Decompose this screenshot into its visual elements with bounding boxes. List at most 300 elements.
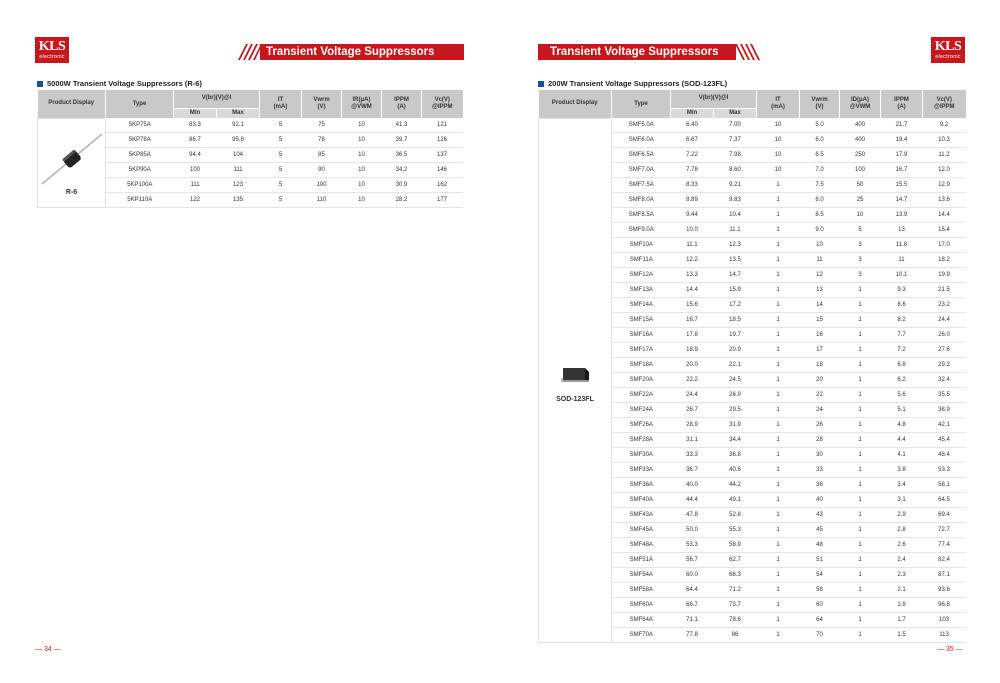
table-cell: 1: [757, 493, 800, 508]
table-row: [539, 118, 966, 133]
table-cell: 26.9: [714, 388, 757, 403]
table-cell: 1: [840, 448, 881, 463]
table-cell: 4.8: [881, 418, 923, 433]
table-row: [38, 118, 463, 133]
cell-type: SMF51A: [612, 553, 671, 568]
table-cell: 11.8: [881, 238, 923, 253]
sod123fl-package-icon: [555, 358, 595, 388]
table-cell: 33: [800, 463, 840, 478]
table-cell: 1: [757, 553, 800, 568]
table-cell: 8.89: [671, 193, 714, 208]
table-cell: 1: [757, 193, 800, 208]
table-cell: 1: [757, 628, 800, 643]
table-cell: 250: [840, 148, 881, 163]
cell-type: SMF7.5A: [612, 178, 671, 193]
table-cell: 24.4: [671, 388, 714, 403]
table-cell: 44.2: [714, 478, 757, 493]
cell-type: SMF16A: [612, 328, 671, 343]
table-cell: 16.7: [881, 163, 923, 178]
header-max: Max: [217, 108, 260, 118]
table-cell: 1: [757, 418, 800, 433]
table-cell: 104: [217, 148, 260, 163]
table-cell: 24.4: [923, 313, 966, 328]
table-cell: 1: [840, 283, 881, 298]
table-cell: 177: [422, 193, 463, 208]
table-cell: 22.1: [714, 358, 757, 373]
table-cell: 19.4: [881, 133, 923, 148]
table-cell: 2.9: [881, 508, 923, 523]
table-cell: 17.2: [714, 298, 757, 313]
table-cell: 21.7: [881, 118, 923, 133]
table-cell: 5: [260, 193, 302, 208]
table-cell: 9.0: [800, 223, 840, 238]
table-cell: 15.6: [671, 298, 714, 313]
table-cell: 7.78: [671, 163, 714, 178]
table-cell: 60.0: [671, 568, 714, 583]
cell-type: 5KP78A: [106, 133, 174, 148]
table-cell: 93.6: [923, 583, 966, 598]
table-cell: 17.9: [881, 148, 923, 163]
header-max: Max: [714, 108, 757, 118]
table-cell: 7.2: [881, 343, 923, 358]
table-cell: 7.0: [800, 163, 840, 178]
cell-type: SMF20A: [612, 373, 671, 388]
table-cell: 111: [174, 178, 217, 193]
table-cell: 35.5: [923, 388, 966, 403]
table-cell: 8.0: [800, 193, 840, 208]
table-cell: 69.4: [923, 508, 966, 523]
table-cell: 1: [757, 298, 800, 313]
cell-type: SMF17A: [612, 343, 671, 358]
table-cell: 3.4: [881, 478, 923, 493]
table-cell: 1.7: [881, 613, 923, 628]
table-cell: 85: [302, 148, 342, 163]
table-cell: 9.44: [671, 208, 714, 223]
table-cell: 9.83: [714, 193, 757, 208]
table-cell: 6.2: [881, 373, 923, 388]
table-cell: 40.0: [671, 478, 714, 493]
table-cell: 1.8: [881, 598, 923, 613]
cell-type: SMF36A: [612, 478, 671, 493]
table-cell: 1: [840, 298, 881, 313]
table-cell: 94.4: [174, 148, 217, 163]
table-cell: 16: [800, 328, 840, 343]
table-cell: 12.3: [714, 238, 757, 253]
table-cell: 22: [800, 388, 840, 403]
table-cell: 123: [217, 178, 260, 193]
table-cell: 19.9: [923, 268, 966, 283]
table-cell: 15.9: [714, 283, 757, 298]
table-cell: 18.9: [671, 343, 714, 358]
table-cell: 47.8: [671, 508, 714, 523]
table-cell: 64.5: [923, 493, 966, 508]
table-cell: 52.8: [714, 508, 757, 523]
table-cell: 18: [800, 358, 840, 373]
table-cell: 1: [757, 508, 800, 523]
table-cell: 11: [881, 253, 923, 268]
table-cell: 8.60: [714, 163, 757, 178]
table-cell: 1: [840, 553, 881, 568]
table-cell: 22.2: [671, 373, 714, 388]
table-cell: 42.1: [923, 418, 966, 433]
table-cell: 5: [260, 118, 302, 133]
table-cell: 30: [800, 448, 840, 463]
table-cell: 30.9: [382, 178, 422, 193]
table-cell: 1: [757, 613, 800, 628]
table-cell: 13.5: [714, 253, 757, 268]
cell-type: SMF60A: [612, 598, 671, 613]
table-cell: 13.3: [671, 268, 714, 283]
table-cell: 6.8: [881, 358, 923, 373]
table-cell: 1: [840, 313, 881, 328]
table-cell: 13.9: [881, 208, 923, 223]
table-cell: 27.6: [923, 343, 966, 358]
table-cell: 1: [757, 253, 800, 268]
table-cell: 6.40: [671, 118, 714, 133]
table-cell: 11.1: [671, 238, 714, 253]
table-cell: 14.7: [881, 193, 923, 208]
table-cell: 1: [757, 358, 800, 373]
table-cell: 1: [757, 328, 800, 343]
cell-type: SMF58A: [612, 583, 671, 598]
table-cell: 10.1: [881, 268, 923, 283]
table-cell: 38.9: [923, 403, 966, 418]
table-cell: 1: [757, 343, 800, 358]
table-cell: 7.98: [714, 148, 757, 163]
table-cell: 23.2: [923, 298, 966, 313]
section-square-icon: [538, 81, 544, 87]
table-cell: 1: [757, 478, 800, 493]
table-cell: 5: [260, 133, 302, 148]
cell-type: SMF6.5A: [612, 148, 671, 163]
header-id: ID(μA) @VWM: [840, 90, 881, 118]
table-cell: 78: [302, 133, 342, 148]
table-cell: 58.1: [923, 478, 966, 493]
table-cell: 3.8: [881, 463, 923, 478]
table-cell: 96.8: [923, 598, 966, 613]
table-cell: 17: [800, 343, 840, 358]
table-cell: 1: [757, 433, 800, 448]
table-cell: 1: [757, 463, 800, 478]
banner-stripes-left: [232, 44, 262, 60]
header-vc: Vc(V) @IPPM: [923, 90, 966, 118]
cell-type: SMF43A: [612, 508, 671, 523]
table-cell: 6.0: [800, 133, 840, 148]
table-cell: 1: [840, 373, 881, 388]
package-name: SOD-123FL: [556, 395, 594, 403]
table-cell: 135: [217, 193, 260, 208]
table-cell: 1: [840, 418, 881, 433]
table-cell: 7.5: [800, 178, 840, 193]
table-cell: 18.2: [923, 253, 966, 268]
table-cell: 100: [174, 163, 217, 178]
kls-logo: KLS electronic: [931, 37, 965, 63]
table-cell: 1: [840, 328, 881, 343]
table-cell: 146: [422, 163, 463, 178]
table-cell: 12.9: [923, 178, 966, 193]
table-cell: 10: [800, 238, 840, 253]
table-cell: 70: [800, 628, 840, 643]
table-cell: 5: [840, 223, 881, 238]
table-cell: 137: [422, 148, 463, 163]
cell-type: 5KP85A: [106, 148, 174, 163]
table-cell: 10: [757, 133, 800, 148]
table-cell: 26.7: [671, 403, 714, 418]
cell-type: SMF13A: [612, 283, 671, 298]
table-cell: 3: [840, 268, 881, 283]
table-cell: 58: [800, 583, 840, 598]
table-cell: 86: [714, 628, 757, 643]
table-cell: 53.3: [923, 463, 966, 478]
table-cell: 2.6: [881, 538, 923, 553]
cell-type: SMF26A: [612, 418, 671, 433]
table-cell: 10.4: [714, 208, 757, 223]
table-cell: 78.6: [714, 613, 757, 628]
table-cell: 13: [800, 283, 840, 298]
cell-type: SMF8.0A: [612, 193, 671, 208]
table-cell: 10: [342, 133, 382, 148]
table-cell: 7.00: [714, 118, 757, 133]
table-cell: 1: [840, 538, 881, 553]
cell-type: SMF8.5A: [612, 208, 671, 223]
table-cell: 1: [757, 598, 800, 613]
table-cell: 95.8: [217, 133, 260, 148]
table-cell: 1: [757, 583, 800, 598]
table-cell: 32.4: [923, 373, 966, 388]
table-cell: 10: [342, 163, 382, 178]
right-page: [500, 0, 1000, 683]
table-cell: 36.8: [714, 448, 757, 463]
table-cell: 14.4: [671, 283, 714, 298]
banner-title: Transient Voltage Suppressors: [538, 44, 736, 60]
table-cell: 15.5: [881, 178, 923, 193]
cell-type: 5KP90A: [106, 163, 174, 178]
table-cell: 1: [840, 568, 881, 583]
table-cell: 50.0: [671, 523, 714, 538]
table-cell: 1: [757, 238, 800, 253]
table-cell: 31.1: [671, 433, 714, 448]
cell-type: SMF5.0A: [612, 118, 671, 133]
table-cell: 1: [840, 628, 881, 643]
table-cell: 7.7: [881, 328, 923, 343]
table-cell: 1: [757, 313, 800, 328]
table-cell: 92.1: [217, 118, 260, 133]
table-cell: 31.9: [714, 418, 757, 433]
banner-title: Transient Voltage Suppressors: [260, 44, 464, 60]
table-cell: 50: [840, 178, 881, 193]
table-cell: 1: [757, 403, 800, 418]
table-cell: 73.7: [714, 598, 757, 613]
table-cell: 14.4: [923, 208, 966, 223]
table-cell: 62.7: [714, 553, 757, 568]
package-name: R-6: [65, 189, 78, 197]
header-vrwm: Vwrm (V): [302, 90, 342, 118]
table-cell: 13: [881, 223, 923, 238]
table-cell: 17.0: [923, 238, 966, 253]
table-cell: 28: [800, 433, 840, 448]
header-vc: Vc(V) @IPPM: [422, 90, 463, 118]
table-cell: 400: [840, 118, 881, 133]
cell-type: SMF15A: [612, 313, 671, 328]
table-cell: 29.2: [923, 358, 966, 373]
table-cell: 17.8: [671, 328, 714, 343]
cell-type: SMF11A: [612, 253, 671, 268]
table-cell: 40.6: [714, 463, 757, 478]
header-min: Min: [671, 108, 714, 118]
header-vbr: V(br)(V)@I: [671, 90, 757, 108]
table-cell: 11.1: [714, 223, 757, 238]
table-cell: 1: [840, 523, 881, 538]
table-cell: 54: [800, 568, 840, 583]
table-cell: 121: [422, 118, 463, 133]
table-cell: 11: [800, 253, 840, 268]
table-cell: 1: [840, 343, 881, 358]
table-cell: 3: [840, 238, 881, 253]
cell-type: SMF28A: [612, 433, 671, 448]
table-cell: 10: [342, 178, 382, 193]
table-cell: 90: [302, 163, 342, 178]
table-cell: 1.5: [881, 628, 923, 643]
table-cell: 71.2: [714, 583, 757, 598]
table-cell: 44.4: [671, 493, 714, 508]
table-cell: 36.7: [671, 463, 714, 478]
cell-type: 5KP75A: [106, 118, 174, 133]
header-min: Min: [174, 108, 217, 118]
table-cell: 12.0: [923, 163, 966, 178]
table-cell: 45: [800, 523, 840, 538]
table-cell: 400: [840, 133, 881, 148]
table-cell: 12: [800, 268, 840, 283]
cell-type: SMF45A: [612, 523, 671, 538]
table-cell: 36.5: [382, 148, 422, 163]
table-cell: 1: [757, 178, 800, 193]
table-cell: 8.6: [881, 298, 923, 313]
table-cell: 77.4: [923, 538, 966, 553]
table-cell: 1: [757, 448, 800, 463]
table-cell: 9.2: [923, 118, 966, 133]
spec-table-right: [538, 90, 966, 643]
table-cell: 122: [174, 193, 217, 208]
table-cell: 20: [800, 373, 840, 388]
table-cell: 34.4: [714, 433, 757, 448]
table-cell: 1: [757, 373, 800, 388]
table-cell: 1: [757, 208, 800, 223]
cell-type: SMF14A: [612, 298, 671, 313]
table-cell: 72.7: [923, 523, 966, 538]
table-cell: 7.37: [714, 133, 757, 148]
table-cell: 29.5: [714, 403, 757, 418]
table-cell: 1: [757, 283, 800, 298]
table-cell: 3: [840, 253, 881, 268]
table-cell: 1: [840, 493, 881, 508]
cell-type: SMF54A: [612, 568, 671, 583]
table-cell: 100: [302, 178, 342, 193]
table-cell: 41.3: [382, 118, 422, 133]
table-cell: 1: [757, 223, 800, 238]
table-cell: 75: [302, 118, 342, 133]
table-cell: 58.9: [714, 538, 757, 553]
table-cell: 4.1: [881, 448, 923, 463]
section-title: 5000W Transient Voltage Suppressors (R-6): [37, 79, 202, 88]
table-cell: 10.0: [671, 223, 714, 238]
table-cell: 10: [342, 148, 382, 163]
table-cell: 43: [800, 508, 840, 523]
table-cell: 25: [840, 193, 881, 208]
cell-type: SMF30A: [612, 448, 671, 463]
table-cell: 51: [800, 553, 840, 568]
product-display-cell: [539, 118, 612, 643]
table-cell: 71.1: [671, 613, 714, 628]
table-cell: 15: [800, 313, 840, 328]
header-vbr: V(br)(V)@I: [174, 90, 260, 108]
table-cell: 100: [840, 163, 881, 178]
cell-type: SMF9.0A: [612, 223, 671, 238]
table-cell: 1: [840, 478, 881, 493]
cell-type: SMF64A: [612, 613, 671, 628]
table-cell: 8.33: [671, 178, 714, 193]
table-cell: 2.3: [881, 568, 923, 583]
cell-type: SMF12A: [612, 268, 671, 283]
cell-type: SMF33A: [612, 463, 671, 478]
table-cell: 5: [260, 163, 302, 178]
table-cell: 10: [342, 193, 382, 208]
table-cell: 34.2: [382, 163, 422, 178]
table-cell: 83.3: [174, 118, 217, 133]
cell-type: SMF24A: [612, 403, 671, 418]
table-cell: 1: [757, 568, 800, 583]
cell-type: SMF48A: [612, 538, 671, 553]
table-cell: 5: [260, 148, 302, 163]
table-cell: 20.0: [671, 358, 714, 373]
table-cell: 1: [840, 388, 881, 403]
table-cell: 5.6: [881, 388, 923, 403]
table-cell: 56.7: [671, 553, 714, 568]
table-cell: 28.2: [382, 193, 422, 208]
spec-table-left: [37, 90, 463, 208]
table-cell: 1: [840, 583, 881, 598]
table-cell: 1: [757, 388, 800, 403]
table-cell: 40: [800, 493, 840, 508]
table-cell: 33.3: [671, 448, 714, 463]
axial-diode-icon: [39, 129, 105, 189]
table-cell: 1: [757, 268, 800, 283]
table-cell: 1: [840, 433, 881, 448]
table-cell: 55.3: [714, 523, 757, 538]
kls-logo: KLS electronic: [35, 37, 69, 63]
cell-type: SMF22A: [612, 388, 671, 403]
table-cell: 10: [840, 208, 881, 223]
cell-type: SMF10A: [612, 238, 671, 253]
table-cell: 86.7: [174, 133, 217, 148]
table-cell: 1: [757, 538, 800, 553]
cell-type: 5KP100A: [106, 178, 174, 193]
table-cell: 14.7: [714, 268, 757, 283]
section-square-icon: [37, 81, 43, 87]
header-ippm: IPPM (A): [881, 90, 923, 118]
header-ippm: IPPM (A): [382, 90, 422, 118]
table-cell: 10: [757, 118, 800, 133]
cell-type: SMF18A: [612, 358, 671, 373]
table-cell: 10: [342, 118, 382, 133]
table-cell: 10: [757, 148, 800, 163]
table-cell: 1: [757, 523, 800, 538]
table-cell: 5.0: [800, 118, 840, 133]
table-cell: 162: [422, 178, 463, 193]
table-cell: 19.7: [714, 328, 757, 343]
table-cell: 28.9: [671, 418, 714, 433]
header-type: Type: [106, 90, 174, 118]
cell-type: SMF70A: [612, 628, 671, 643]
